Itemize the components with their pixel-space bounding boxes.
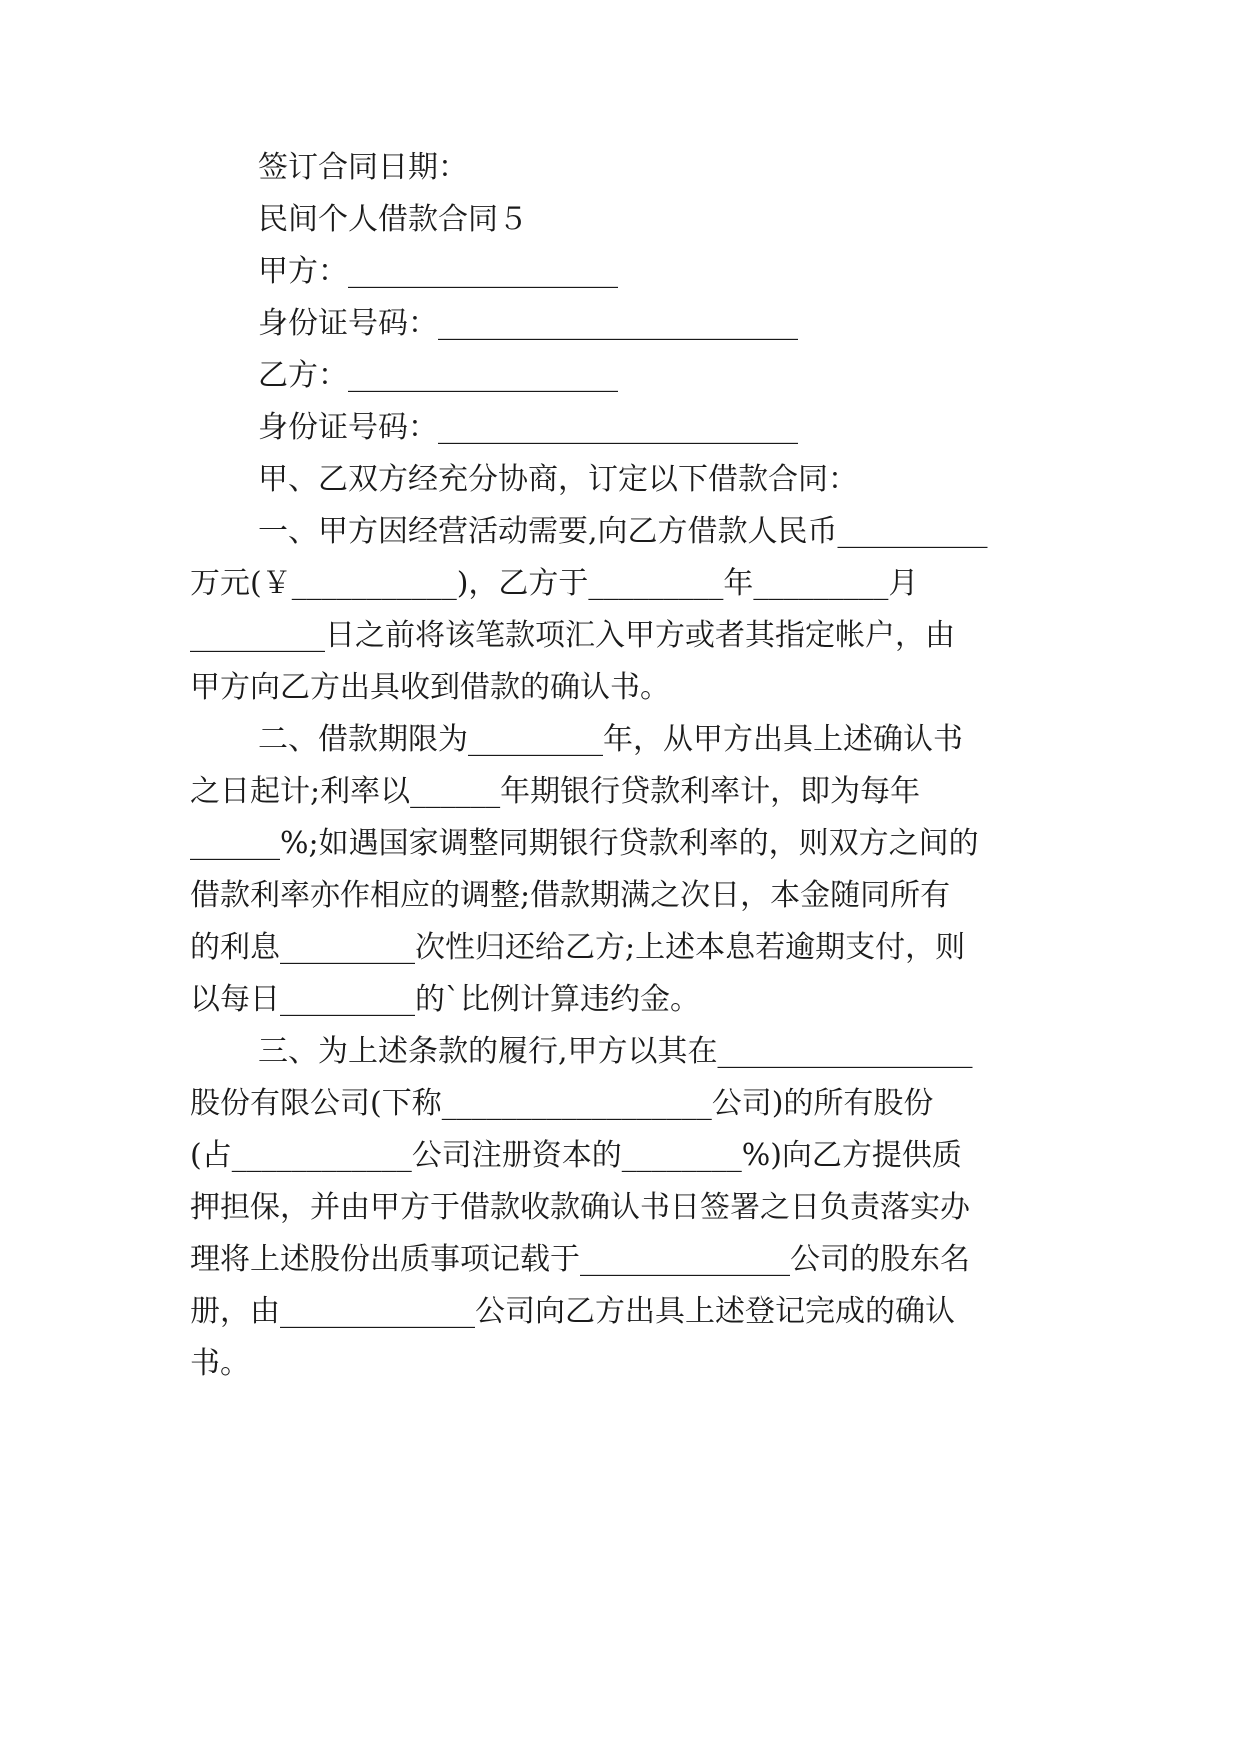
clause3-line-6: 册，由_____________公司向乙方出具上述登记完成的确认 (190, 1294, 955, 1329)
party-a-id-field: 身份证号码：________________________ (258, 306, 798, 341)
party-b-id-field: 身份证号码：________________________ (258, 410, 798, 445)
contract-title: 民间个人借款合同５ (258, 202, 528, 237)
clause3-line-1: 三、为上述条款的履行,甲方以其在_________________ (258, 1034, 973, 1069)
clause3-line-4: 押担保，并由甲方于借款收款确认书日签署之日负责落实办 (190, 1190, 970, 1225)
party-a-field: 甲方：__________________ (258, 254, 618, 289)
clause2-line-6: 以每日_________的`比例计算违约金。 (190, 982, 700, 1017)
clause2-line-5: 的利息_________次性归还给乙方;上述本息若逾期支付，则 (190, 930, 966, 965)
clause3-line-2: 股份有限公司(下称__________________公司)的所有股份 (190, 1086, 934, 1121)
clause1-line-2: 万元(￥___________)，乙方于_________年_________月 (190, 566, 919, 601)
clause2-line-2: 之日起计;利率以______年期银行贷款利率计，即为每年 (190, 774, 921, 809)
clause1-line-1: 一、甲方因经营活动需要,向乙方借款人民币__________ (258, 514, 988, 549)
clause3-line-5: 理将上述股份出质事项记载于______________公司的股东名 (190, 1242, 970, 1277)
clause2-line-4: 借款利率亦作相应的调整;借款期满之次日，本金随同所有 (190, 878, 951, 913)
clause2-line-1: 二、借款期限为_________年，从甲方出具上述确认书 (258, 722, 963, 757)
party-b-field: 乙方：__________________ (258, 358, 618, 393)
preamble-paragraph: 甲、乙双方经充分协商，订定以下借款合同： (258, 462, 858, 497)
clause3-line-3: (占____________公司注册资本的________%)向乙方提供质 (190, 1138, 962, 1173)
clause3-line-7: 书。 (190, 1346, 250, 1381)
sign-date-label: 签订合同日期： (258, 150, 468, 185)
clause1-line-3: _________日之前将该笔款项汇入甲方或者其指定帐户，由 (190, 618, 955, 653)
clause2-line-3: ______%;如遇国家调整同期银行贷款利率的，则双方之间的 (190, 826, 979, 861)
clause1-line-4: 甲方向乙方出具收到借款的确认书。 (190, 670, 670, 705)
